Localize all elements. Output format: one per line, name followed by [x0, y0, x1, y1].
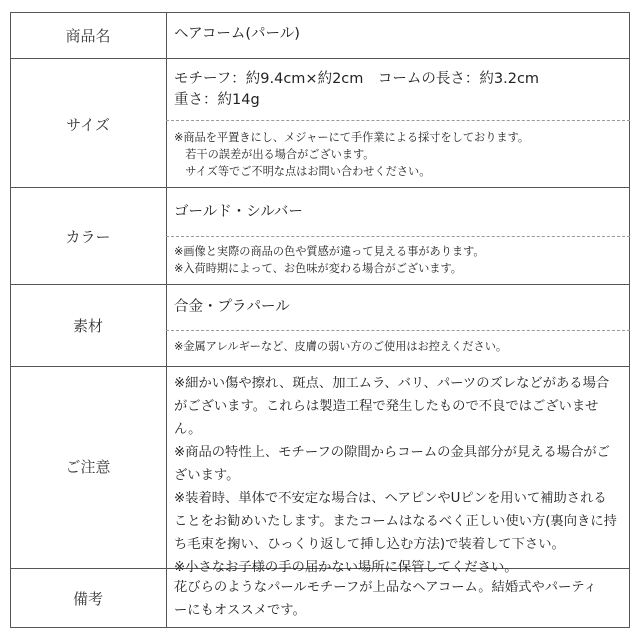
- caution-line: ち毛束を掬い、ひっくり返して挿し込む方法)で装着して下さい。: [174, 537, 565, 552]
- note-color: [174, 243, 485, 277]
- caution-line: ※細かい傷や擦れ、斑点、加工ムラ、バリ、パーツのズレなどがある場合: [174, 376, 610, 391]
- label-material: 素材: [72, 317, 103, 335]
- note-line: サイズ等でご不明な点はお問い合わせください。: [174, 165, 431, 178]
- remarks-line: ーにもオススメです。: [174, 603, 306, 618]
- column-divider: [166, 12, 167, 628]
- label-caution: ご注意: [65, 458, 111, 476]
- note-line: ※入荷時期によって、お色味が変わる場合がございます。: [174, 262, 462, 275]
- note-line: ※商品を平置きにし、メジャーにて手作業による採寸をしております。: [174, 131, 530, 144]
- caution-line: ことをお勧めいたします。またコームはなるべく正しい使い方(裏向きに持: [174, 514, 617, 529]
- caution-line: ※小さなお子様の手の届かない場所に保管してください。: [174, 560, 518, 575]
- remarks-line: 花びらのようなパールモチーフが上品なヘアコーム。結婚式やパーティ: [174, 580, 597, 595]
- note-divider: [166, 120, 630, 121]
- row-divider: [10, 366, 630, 367]
- value-material: 合金・プラパール: [174, 299, 290, 315]
- size-line: モチーフ：約9.4cm×約2cm コームの長さ：約3.2cm: [174, 71, 540, 87]
- label-size: サイズ: [66, 116, 110, 134]
- row-divider: [10, 187, 630, 188]
- note-divider: [166, 236, 630, 237]
- note-line: ※金属アレルギーなど、皮膚の弱い方のご使用はお控えください。: [174, 340, 508, 353]
- value-size: [174, 69, 539, 111]
- size-line: 重さ：約14g: [174, 92, 260, 108]
- row-divider: [10, 58, 630, 59]
- label-remarks: 備考: [72, 590, 103, 608]
- caution-line: ざいます。: [174, 468, 240, 483]
- note-line: 若干の誤差が出る場合がございます。: [174, 148, 375, 161]
- caution-line: ※商品の特性上、モチーフの隙間からコームの金具部分が見える場合がご: [174, 445, 610, 460]
- note-divider: [166, 330, 630, 331]
- table-border-bottom: [10, 627, 630, 628]
- note-size: [174, 129, 529, 180]
- caution-line: ※装着時、単体で不安定な場合は、ヘアピンやUピンを用いて補助される: [174, 491, 607, 506]
- table-border-top: [10, 12, 630, 13]
- value-product-name: ヘアコーム(パール): [174, 26, 300, 42]
- row-divider: [10, 284, 630, 285]
- label-color: カラー: [65, 228, 111, 246]
- note-material: [174, 338, 507, 355]
- caution-line: ん。: [174, 422, 202, 437]
- remarks-text: [174, 576, 597, 622]
- product-spec-table: [10, 12, 630, 628]
- caution-text: [174, 372, 617, 579]
- label-product-name: 商品名: [65, 27, 111, 45]
- caution-line: がございます。これらは製造工程で発生したもので不良ではございませ: [174, 399, 599, 414]
- table-border-right: [629, 12, 630, 628]
- note-line: ※画像と実際の商品の色や質感が違って見える事があります。: [174, 245, 485, 258]
- value-color: ゴールド・シルバー: [174, 204, 303, 220]
